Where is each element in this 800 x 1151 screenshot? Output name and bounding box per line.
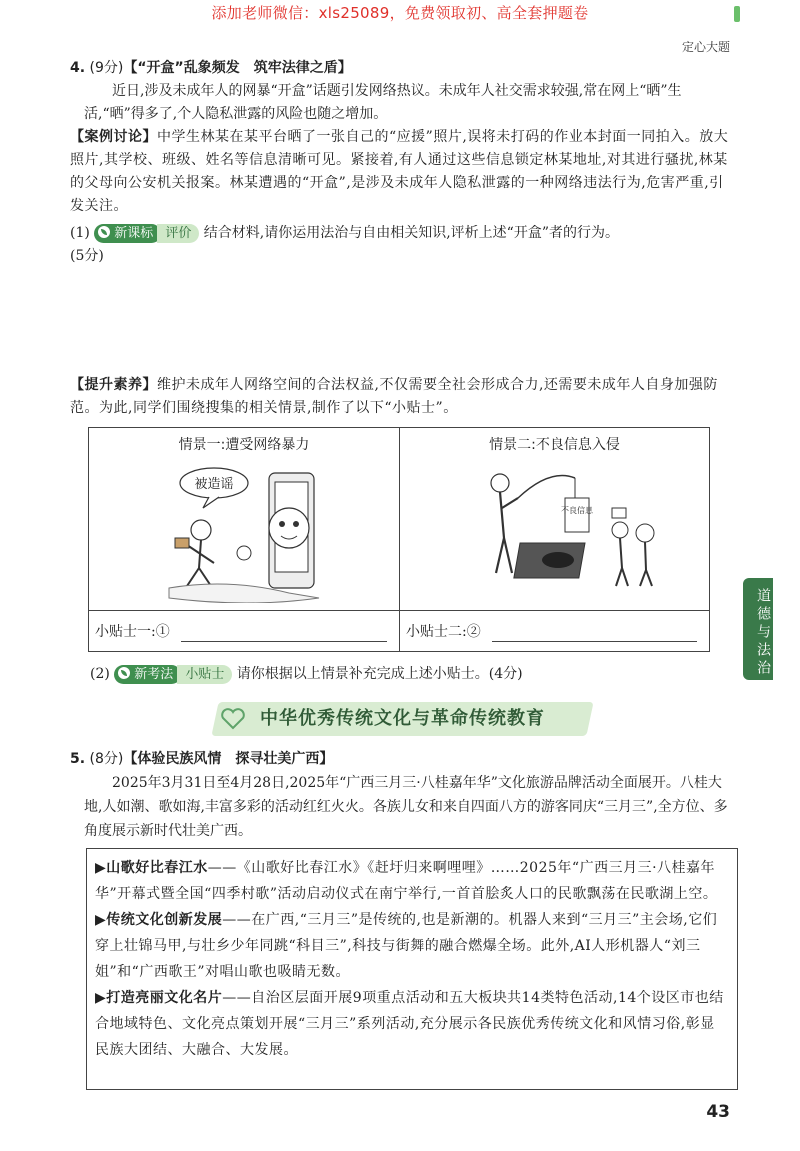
material-item-heading: ▶山歌好比春江水 [95,860,208,876]
scenario-table [88,427,710,652]
evaluate-tag: 评价 [157,224,199,243]
bad-info-sign-text: 不良信息 [561,506,593,515]
scenario-1-title: 情景一:遭受网络暴力 [178,437,310,453]
cyberbullying-illustration [89,458,399,603]
tip-1-answer-line[interactable] [181,641,387,642]
sub-question-number: (2) [90,666,110,682]
sub-question-text: 结合材料,请你运用法治与自由相关知识,评析上述“开盒”者的行为。 [203,225,619,241]
question-5 [70,748,738,843]
tip-2-row [400,610,709,651]
material-item-body: ——在广西,“三月三”是传统的,也是新潮的。机器人来到“三月三”主会场,它们穿上壮锦马甲,与壮乡少年同跳“科目三”,科技与街舞的融合燃爆全场。此外,AI人形机器人“刘三姐”和“广西歌王”对唱山歌也吸睛无数。 [95,912,718,980]
question-score: (8分) [89,751,124,767]
tip-2-label: 小贴士二:② [406,624,481,640]
material-box [86,848,738,1090]
sub-question-1 [70,222,738,268]
new-curriculum-badge: 新课标 [94,224,161,243]
question-intro: 2025年3月31日至4月28日,2025年“广西三月三·八桂嘉年华”文化旅游品牌活动全面展开。八桂大地,人如潮、歌如海,丰富多彩的活动红红火火。各族儿女和来自四面八方的游客同庆“三月三”,全方位、多角度展示新时代壮美广西。 [84,775,728,839]
question-title: 【体验民族风情 探寻壮美广西】 [123,751,334,767]
case-label: 【案例讨论】 [70,129,157,145]
tip-1-label: 小贴士一:① [95,624,170,640]
sub-question-text: 请你根据以上情景补充完成上述小贴士。(4分) [236,666,523,682]
section-label: 定心大题 [681,40,730,54]
scenario-2-title: 情景二:不良信息入侵 [489,437,620,453]
section-banner-title: 中华优秀传统文化与革命传统教育 [260,708,545,729]
material-item-body: ——自治区层面开展9项重点活动和五大板块共14类特色活动,14个设区市也结合地域特色、文化亮点策划开展“三月三”系列活动,充分展示各民族优秀传统文化和风情习俗,彰显民族大团结、大融合、大发展。 [95,990,724,1058]
raise-text: 维护未成年人网络空间的合法权益,不仅需要全社会形成合力,还需要未成年人自身加强防范。为此,同学们围绕搜集的相关情景,制作了以下“小贴士”。 [70,377,718,416]
question-5-header [70,748,738,771]
question-4 [70,57,738,268]
tips-tag: 小贴士 [177,665,232,684]
question-4-header [70,57,738,80]
material-item-heading: ▶打造亮丽文化名片 [95,990,223,1006]
rumor-bubble-text: 被造谣 [194,477,234,492]
material-item [95,907,729,985]
material-item-body: ——《山歌好比春江水》《赶圩归来啊哩哩》……2025年“广西三月三·八桂嘉年华”开幕式暨全国“四季村歌”活动启动仪式在南宁举行,一首首脍炙人口的民歌飘荡在民歌湖上空。 [95,860,718,902]
scenario-2 [399,428,709,651]
question-number: 5. [70,751,86,767]
sub-question-score: (5分) [70,248,104,264]
page-number: 43 [706,1102,730,1122]
material-item [95,855,729,907]
question-number: 4. [70,60,86,76]
question-title: 【“开盒”乱象频发 筑牢法律之盾】 [123,60,352,76]
leaf-icon [98,226,110,238]
material-item-heading: ▶传统文化创新发展 [95,912,223,928]
watermark-text: 添加老师微信：xls25089，免费领取初、高全套押题卷 [211,4,589,22]
corner-tab-mark [734,6,740,22]
question-score: (9分) [89,60,124,76]
scenario-1 [89,428,399,651]
new-exam-method-badge: 新考法 [114,665,181,684]
case-discussion [70,126,738,218]
sub-question-2 [90,663,758,686]
raise-literacy [70,374,738,420]
sub-question-number: (1) [70,225,90,241]
raise-label: 【提升素养】 [70,377,157,393]
subject-side-tab: 道德与法治 [743,578,773,680]
bad-info-illustration [400,458,710,603]
case-text: 中学生林某在某平台晒了一张自己的“应援”照片,误将未打码的作业本封面一同拍入。放大照片,其学校、班级、姓名等信息清晰可见。紧接着,有人通过这些信息锁定林某地址,对其进行骚扰,林某的父母向公安机关报案。林某遭遇的“开盒”,是涉及未成年人隐私泄露的一种网络违法行为,危害严重,引发关注。 [70,129,729,214]
material-item [95,985,729,1063]
leaf-icon [118,667,130,679]
tip-1-row [89,610,399,651]
tip-2-answer-line[interactable] [492,641,697,642]
question-intro: 近日,涉及未成年人的网暴“开盒”话题引发网络热议。未成年人社交需求较强,常在网上“晒”生活,“晒”得多了,个人隐私泄露的风险也随之增加。 [84,83,682,122]
